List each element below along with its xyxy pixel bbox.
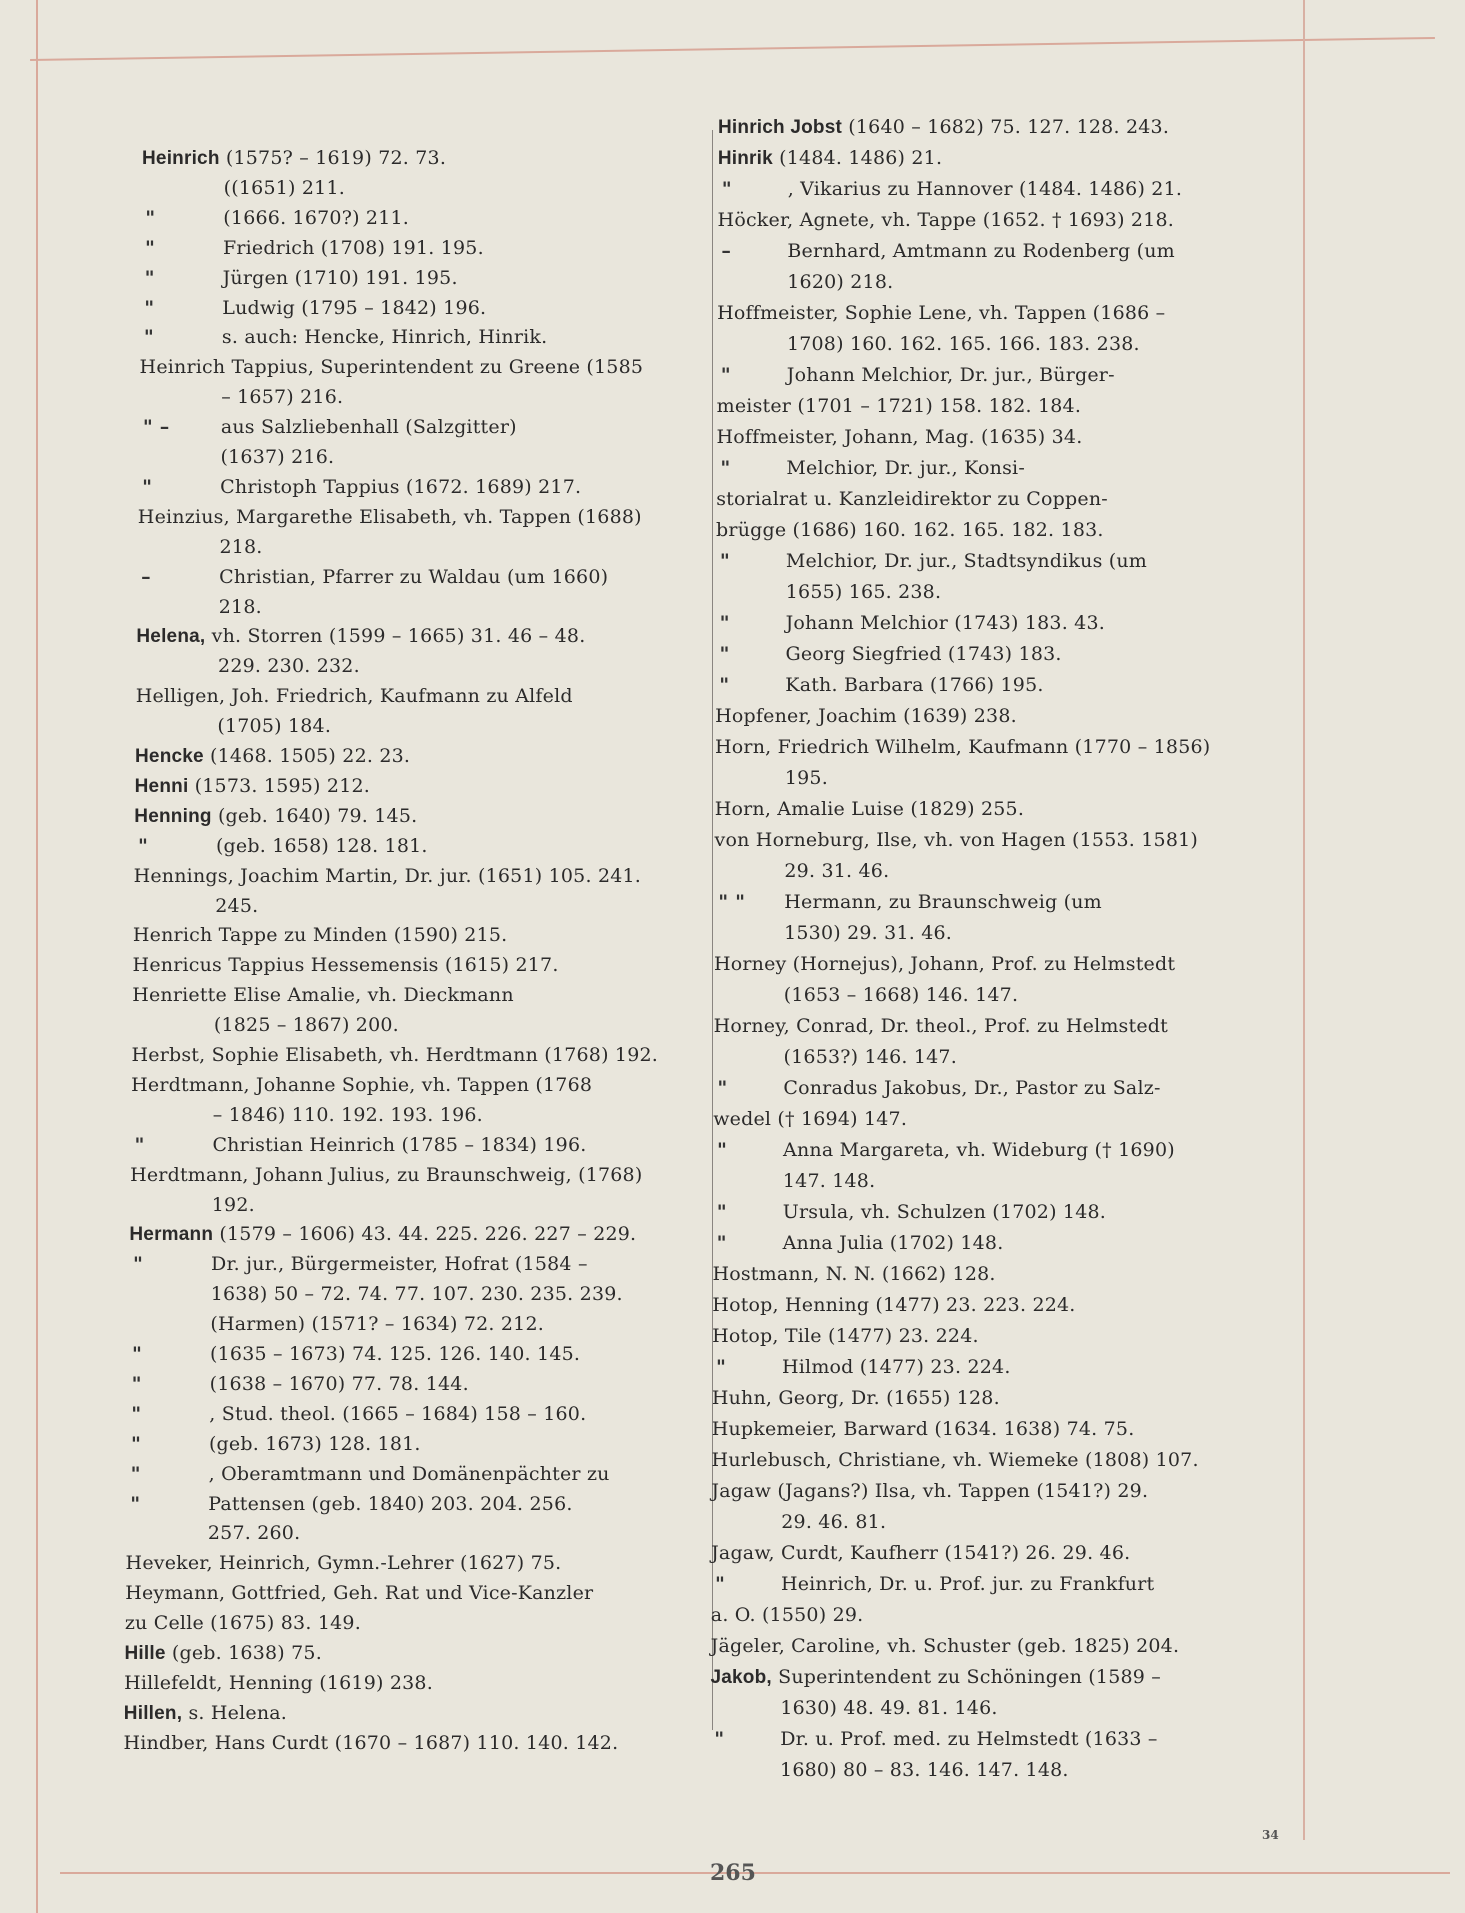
entry-text: 1630) 48. 49. 81. 146. bbox=[780, 1697, 998, 1719]
entry-text: vh. Storren (1599 – 1665) 31. 46 – 48. bbox=[205, 625, 586, 648]
entry-text: Jagaw (Jagans?) Ilsa, vh. Tappen (1541?) 29. bbox=[711, 1480, 1149, 1502]
entry-name: Hille bbox=[124, 1643, 166, 1664]
entry-text: (1573. 1595) 212. bbox=[188, 774, 371, 797]
ditto-mark: " bbox=[719, 643, 730, 665]
ditto-mark: " bbox=[145, 206, 156, 229]
ditto-mark: " bbox=[134, 1133, 145, 1156]
index-entry bbox=[720, 362, 1115, 389]
index-entry bbox=[716, 1230, 1004, 1257]
entry-text: 29. 31. 46. bbox=[784, 860, 890, 882]
entry-text: s. Helena. bbox=[182, 1701, 288, 1724]
entry-text: Jägeler, Caroline, vh. Schuster (geb. 1825) 204. bbox=[710, 1635, 1180, 1657]
entry-text: , Stud. theol. (1665 – 1684) 158 – 160. bbox=[209, 1402, 587, 1425]
index-entry bbox=[711, 1540, 1130, 1567]
entry-text: Johann Melchior (1743) 183. 43. bbox=[785, 612, 1105, 634]
entry-text: 1620) 218. bbox=[787, 271, 894, 293]
entry-text: Henrich Tappe zu Minden (1590) 215. bbox=[132, 924, 508, 947]
entry-text: 257. 260. bbox=[207, 1522, 301, 1545]
ditto-mark: " bbox=[132, 1343, 143, 1365]
entry-text: (geb. 1658) 128. 181. bbox=[215, 834, 428, 857]
entry-text: Hillefeldt, Henning (1619) 238. bbox=[124, 1671, 433, 1694]
ditto-mark: " bbox=[130, 1462, 141, 1485]
index-entry bbox=[711, 1478, 1148, 1505]
entry-text: Dr. jur., Bürgermeister, Hofrat (1584 – bbox=[211, 1253, 588, 1276]
ditto-mark: " bbox=[131, 1402, 142, 1425]
entry-text: (1637) 216. bbox=[220, 446, 335, 468]
entry-text: Jagaw, Curdt, Kaufherr (1541?) 26. 29. 46. bbox=[711, 1542, 1131, 1564]
entry-text: – 1846) 110. 192. 193. 196. bbox=[212, 1103, 483, 1126]
index-entry bbox=[716, 1354, 1011, 1381]
entry-text: Hotop, Henning (1477) 23. 223. 224. bbox=[712, 1294, 1076, 1316]
index-entry bbox=[715, 827, 1199, 854]
index-entry bbox=[711, 1633, 1180, 1660]
index-entry bbox=[711, 1602, 864, 1629]
entry-text: Melchior, Dr. jur., Konsi- bbox=[786, 457, 1025, 479]
index-entry bbox=[714, 951, 1175, 978]
ditto-mark: " bbox=[144, 236, 156, 259]
entry-text: (geb. 1673) 128. 181. bbox=[208, 1432, 421, 1455]
index-entry bbox=[784, 1044, 957, 1071]
index-entry bbox=[712, 1292, 1075, 1319]
entry-name: Hinrik bbox=[717, 148, 773, 169]
entry-text: Conradus Jakobus, Dr., Pastor zu Salz- bbox=[783, 1077, 1161, 1099]
entry-text: Christoph Tappius (1672. 1689) 217. bbox=[220, 475, 582, 498]
entry-text: 229. 230. 232. bbox=[218, 655, 360, 678]
index-entry bbox=[719, 641, 1062, 668]
entry-name: Hencke bbox=[135, 746, 204, 767]
entry-text: Hennings, Joachim Martin, Dr. jur. (1651) 105. 241. bbox=[133, 864, 642, 887]
entry-text: Friedrich (1708) 191. 195. bbox=[222, 236, 484, 259]
ditto-mark: " bbox=[130, 1492, 141, 1515]
entry-text: Henriette Elise Amalie, vh. Dieckmann bbox=[132, 984, 514, 1007]
entry-text: 1655) 165. 238. bbox=[785, 581, 942, 603]
index-entry bbox=[713, 1106, 907, 1133]
ditto-mark: " bbox=[143, 326, 154, 349]
entry-text: , Vikarius zu Hannover (1484. 1486) 21. bbox=[787, 178, 1183, 200]
page-number: 265 bbox=[710, 1860, 756, 1886]
ditto-mark: " bbox=[719, 612, 730, 634]
ditto-mark: " bbox=[142, 475, 153, 498]
entry-text: Höcker, Agnete, vh. Tappe (1652. † 1693) 218. bbox=[717, 209, 1175, 231]
entry-text: (1666. 1670?) 211. bbox=[223, 206, 410, 229]
entry-text: Hupkemeier, Barward (1634. 1638) 74. 75. bbox=[711, 1418, 1135, 1440]
ditto-mark: " bbox=[144, 266, 155, 289]
index-entry bbox=[780, 1757, 1069, 1784]
entry-text: (1705) 184. bbox=[217, 715, 332, 738]
ditto-mark: " – bbox=[142, 416, 170, 439]
index-entry bbox=[784, 982, 1018, 1009]
index-entry bbox=[712, 1323, 979, 1350]
entry-text: (1653?) 146. 147. bbox=[783, 1046, 957, 1068]
index-entry bbox=[719, 610, 1105, 637]
entry-text: wedel († 1694) 147. bbox=[713, 1108, 908, 1130]
entry-text: Herdtmann, Johann Julius, zu Braunschweig, (1768) bbox=[130, 1163, 643, 1186]
ditto-mark: " bbox=[717, 1077, 728, 1099]
entry-text: Georg Siegfried (1743) 183. bbox=[785, 643, 1062, 665]
index-entry bbox=[718, 889, 1102, 916]
entry-text: Hurlebusch, Christiane, vh. Wiemeke (1808) 107. bbox=[711, 1449, 1199, 1471]
entry-text: (Harmen) (1571? – 1634) 72. 212. bbox=[210, 1313, 544, 1336]
entry-text: Melchior, Dr. jur., Stadtsyndikus (um bbox=[785, 550, 1148, 572]
ditto-mark: " bbox=[137, 834, 149, 857]
ditto-mark: " bbox=[144, 296, 155, 319]
index-entry bbox=[712, 1385, 1000, 1412]
index-entry bbox=[714, 1571, 1155, 1598]
entry-text: 1638) 50 – 72. 74. 77. 107. 230. 235. 239. bbox=[210, 1283, 623, 1306]
entry-text: Herbst, Sophie Elisabeth, vh. Herdtmann (1768) 192. bbox=[131, 1044, 659, 1066]
entry-text: 1708) 160. 162. 165. 166. 183. 238. bbox=[786, 333, 1140, 355]
ditto-mark: " bbox=[719, 550, 730, 572]
entry-text: Christian, Pfarrer zu Waldau (um 1660) bbox=[219, 565, 609, 588]
ditto-mark: " bbox=[716, 1201, 727, 1223]
entry-text: (1640 – 1682) 75. 127. 128. 243. bbox=[842, 116, 1170, 138]
entry-text: (1484. 1486) 21. bbox=[772, 147, 943, 169]
entry-name: Henning bbox=[134, 805, 212, 827]
entry-text: Hindber, Hans Curdt (1670 – 1687) 110. 140. 142. bbox=[123, 1731, 619, 1754]
index-entry bbox=[717, 393, 1081, 420]
ditto-mark: – bbox=[721, 240, 732, 262]
entry-text: Anna Margareta, vh. Wideburg († 1690) bbox=[783, 1139, 1175, 1161]
index-entry bbox=[718, 207, 1174, 234]
index-entry bbox=[721, 176, 1183, 203]
index-entry bbox=[715, 703, 1017, 730]
entry-text: 192. bbox=[211, 1193, 255, 1216]
index-entry bbox=[719, 672, 1044, 699]
index-entry bbox=[784, 858, 889, 885]
index-entry bbox=[719, 548, 1148, 575]
ditto-mark: " bbox=[721, 178, 732, 200]
ditto-mark: " bbox=[717, 1139, 728, 1161]
entry-text: Christian Heinrich (1785 – 1834) 196. bbox=[212, 1133, 587, 1156]
entry-text: aus Salzliebenhall (Salzgitter) bbox=[220, 416, 517, 439]
ditto-mark: " bbox=[716, 1232, 727, 1254]
ditto-mark: " bbox=[720, 364, 731, 386]
entry-text: (1653 – 1668) 146. 147. bbox=[783, 984, 1019, 1006]
ditto-mark: " bbox=[133, 1253, 144, 1276]
entry-text: Hoffmeister, Johann, Mag. (1635) 34. bbox=[716, 426, 1083, 448]
entry-name: Hinrich Jobst bbox=[718, 117, 843, 138]
entry-text: Henricus Tappius Hessemensis (1615) 217. bbox=[132, 954, 559, 977]
index-entry bbox=[786, 579, 941, 606]
entry-text: Pattensen (geb. 1840) 203. 204. 256. bbox=[208, 1492, 573, 1515]
ditto-mark: " bbox=[714, 1573, 726, 1595]
entry-text: Hoffmeister, Sophie Lene, vh. Tappen (1686 – bbox=[717, 302, 1166, 324]
index-entry bbox=[780, 1695, 997, 1722]
entry-text: Heinrich, Dr. u. Prof. jur. zu Frankfurt bbox=[780, 1573, 1155, 1595]
index-entry bbox=[720, 455, 1025, 482]
ditto-mark: " bbox=[130, 1432, 142, 1455]
entry-text: Heinzius, Margarethe Elisabeth, vh. Tappen (1688) bbox=[137, 505, 642, 528]
signature-mark: 34 bbox=[1262, 1828, 1279, 1842]
entry-text: s. auch: Hencke, Hinrich, Hinrik. bbox=[221, 326, 548, 349]
entry-name: Hillen, bbox=[123, 1702, 183, 1724]
entry-text: (1635 – 1673) 74. 125. 126. 140. 145. bbox=[210, 1343, 581, 1365]
entry-text: brügge (1686) 160. 162. 165. 182. 183. bbox=[716, 519, 1104, 541]
entry-text: 29. 46. 81. bbox=[781, 1511, 887, 1533]
entry-text: 1680) 80 – 83. 146. 147. 148. bbox=[780, 1759, 1069, 1781]
entry-text: – 1657) 216. bbox=[221, 386, 344, 409]
entry-text: Heveker, Heinrich, Gymn.-Lehrer (1627) 75. bbox=[125, 1552, 562, 1575]
entry-text: ((1651) 211. bbox=[223, 176, 345, 199]
index-entry bbox=[718, 145, 942, 172]
entry-text: Heymann, Gottfried, Geh. Rat und Vice-Kanzler bbox=[125, 1582, 594, 1605]
index-entry bbox=[717, 424, 1083, 451]
index-entry bbox=[717, 1075, 1161, 1102]
entry-text: Dr. u. Prof. med. zu Helmstedt (1633 – bbox=[780, 1728, 1158, 1750]
entry-name: Helena, bbox=[136, 626, 206, 648]
index-entry bbox=[712, 1447, 1199, 1474]
index-entry bbox=[711, 1664, 1162, 1691]
entry-text: a. O. (1550) 29. bbox=[710, 1604, 864, 1626]
entry-text: Ludwig (1795 – 1842) 196. bbox=[222, 296, 487, 319]
index-entry bbox=[715, 734, 1210, 761]
index-entry bbox=[714, 1726, 1158, 1753]
entry-text: (1579 – 1606) 43. 44. 225. 226. 227 – 229. bbox=[213, 1223, 637, 1246]
entry-text: (geb. 1640) 79. 145. bbox=[211, 804, 418, 827]
entry-text: Heinrich Tappius, Superintendent zu Greene (1585 bbox=[139, 356, 644, 379]
ditto-mark: " bbox=[720, 457, 731, 479]
entry-text: Superintendent zu Schöningen (1589 – bbox=[771, 1666, 1161, 1688]
entry-text: Hilmod (1477) 23. 224. bbox=[782, 1356, 1011, 1378]
index-entry bbox=[721, 238, 1175, 265]
entry-text: Horney (Hornejus), Johann, Prof. zu Helmstedt bbox=[713, 953, 1176, 975]
entry-text: Anna Julia (1702) 148. bbox=[782, 1232, 1004, 1254]
entry-text: Huhn, Georg, Dr. (1655) 128. bbox=[711, 1387, 1000, 1409]
entry-text: Bernhard, Amtmann zu Rodenberg (um bbox=[787, 240, 1175, 262]
entry-name: Jakob, bbox=[710, 1667, 772, 1688]
index-entry bbox=[715, 796, 1024, 823]
entry-text: Helligen, Joh. Friedrich, Kaufmann zu Alfeld bbox=[135, 685, 573, 708]
index-entry bbox=[783, 1168, 875, 1195]
entry-text: Horn, Amalie Luise (1829) 255. bbox=[714, 798, 1025, 820]
index-entry bbox=[781, 1509, 886, 1536]
entry-text: Ursula, vh. Schulzen (1702) 148. bbox=[782, 1201, 1107, 1223]
index-entry bbox=[718, 114, 1169, 141]
entry-text: (1468. 1505) 22. 23. bbox=[203, 745, 411, 767]
ditto-mark: " bbox=[719, 674, 730, 696]
ditto-mark: " bbox=[714, 1728, 725, 1750]
entry-text: 245. bbox=[215, 894, 259, 917]
index-entry bbox=[716, 1199, 1107, 1226]
entry-text: Herdtmann, Johanne Sophie, vh. Tappen (1768 bbox=[131, 1073, 593, 1096]
ditto-mark: " bbox=[131, 1372, 142, 1395]
ditto-mark: " bbox=[716, 1356, 727, 1378]
entry-text: Johann Melchior, Dr. jur., Bürger- bbox=[786, 364, 1115, 386]
entry-text: Hopfener, Joachim (1639) 238. bbox=[715, 705, 1017, 727]
entry-text: Jürgen (1710) 191. 195. bbox=[222, 266, 458, 289]
entry-text: 1530) 29. 31. 46. bbox=[784, 922, 953, 944]
entry-text: Horn, Friedrich Wilhelm, Kaufmann (1770 – 1856) bbox=[715, 736, 1211, 758]
index-entry bbox=[712, 1261, 995, 1288]
entry-text: 218. bbox=[218, 595, 262, 618]
entry-text: (geb. 1638) 75. bbox=[165, 1642, 322, 1664]
entry-text: , Oberamtmann und Domänenpächter zu bbox=[208, 1462, 610, 1485]
entry-text: Kath. Barbara (1766) 195. bbox=[785, 674, 1044, 696]
entry-text: Hostmann, N. N. (1662) 128. bbox=[712, 1263, 996, 1285]
entry-text: (1825 – 1867) 200. bbox=[213, 1014, 399, 1037]
entry-text: Hermann, zu Braunschweig (um bbox=[784, 891, 1102, 913]
entry-text: 218. bbox=[219, 535, 263, 558]
entry-text: von Horneburg, Ilse, vh. von Hagen (1553. 1581) bbox=[714, 829, 1199, 851]
entry-text: (1575? – 1619) 72. 73. bbox=[219, 147, 447, 169]
index-entry bbox=[787, 269, 893, 296]
entry-name: Heinrich bbox=[142, 148, 220, 169]
right-border-rule bbox=[1303, 0, 1305, 1840]
ditto-mark: – bbox=[141, 565, 151, 588]
index-entry bbox=[714, 1013, 1168, 1040]
index-entry bbox=[717, 1137, 1175, 1164]
entry-text: Hotop, Tile (1477) 23. 224. bbox=[712, 1325, 979, 1347]
entry-name: Hermann bbox=[129, 1224, 214, 1246]
index-entry bbox=[716, 517, 1104, 544]
entry-text: 195. bbox=[784, 767, 828, 789]
entry-text: meister (1701 – 1721) 158. 182. 184. bbox=[716, 395, 1082, 417]
entry-text: 147. 148. bbox=[782, 1170, 876, 1192]
entry-text: Horney, Conrad, Dr. theol., Prof. zu Helmstedt bbox=[713, 1015, 1168, 1037]
index-entry bbox=[784, 920, 952, 947]
entry-name: Henni bbox=[134, 775, 189, 797]
index-entry bbox=[785, 765, 828, 792]
entry-text: storialrat u. Kanzleidirektor zu Coppen- bbox=[716, 488, 1108, 510]
index-entry bbox=[712, 1416, 1135, 1443]
entry-text: zu Celle (1675) 83. 149. bbox=[124, 1612, 361, 1635]
ditto-mark: " " bbox=[718, 891, 746, 913]
index-entry bbox=[717, 300, 1165, 327]
entry-text: (1638 – 1670) 77. 78. 144. bbox=[209, 1372, 469, 1395]
index-entry bbox=[716, 486, 1108, 513]
index-entry bbox=[787, 331, 1140, 358]
